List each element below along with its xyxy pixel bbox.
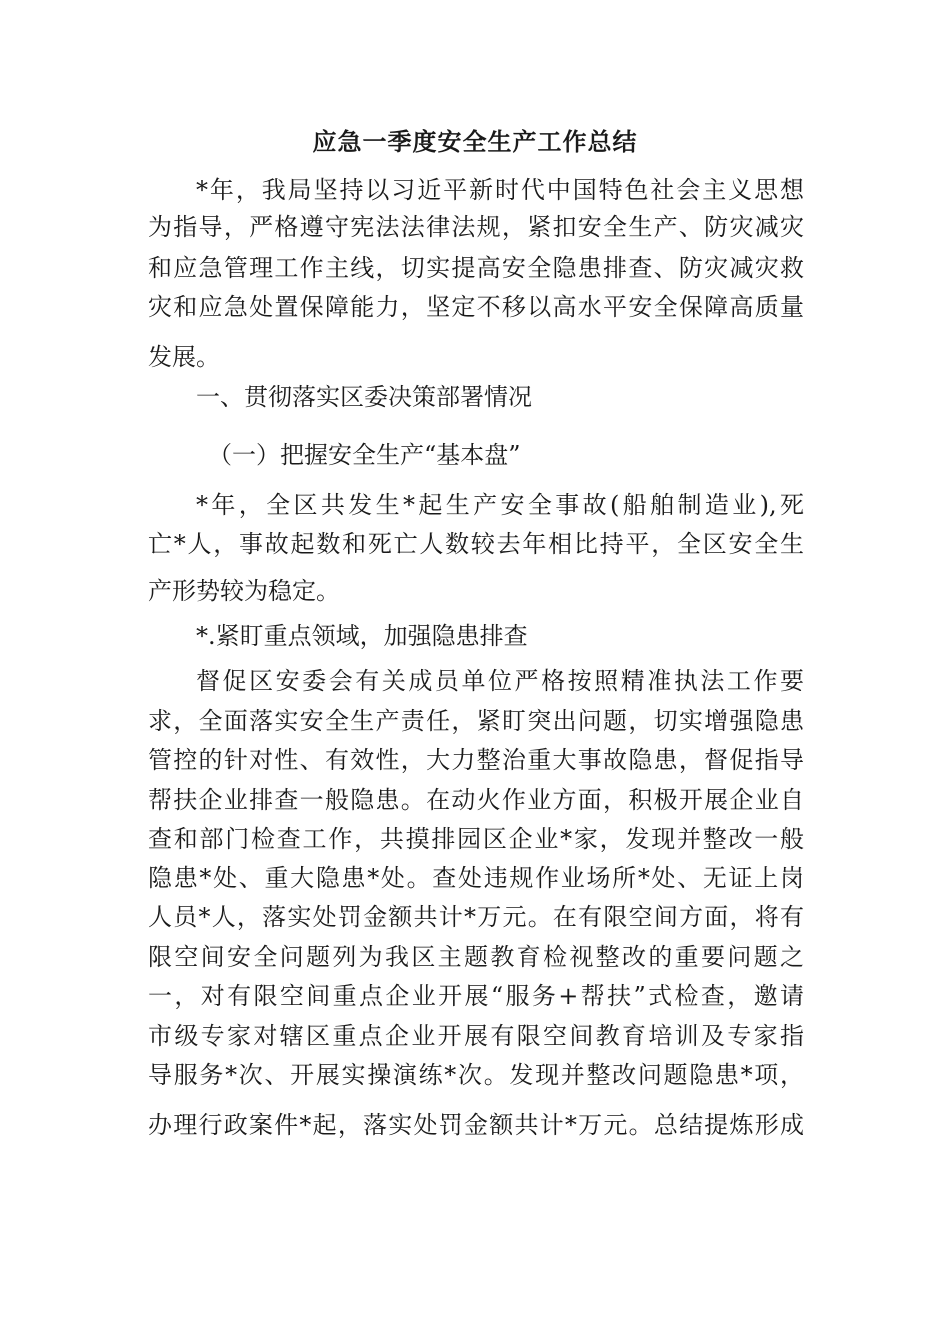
paragraph-line: 帮扶企业排查一般隐患。在动火作业方面，积极开展企业自 [148, 786, 804, 814]
paragraph-line: 导服务*次、开展实操演练*次。发现并整改问题隐患*项， [148, 1061, 804, 1089]
paragraph-line: 隐患*处、重大隐患*处。查处违规作业场所*处、无证上岗 [148, 864, 804, 892]
paragraph-line: 为指导，严格遵守宪法法律法规，紧扣安全生产、防灾减灾 [148, 213, 804, 241]
paragraph-line: 发展。 [148, 343, 220, 371]
paragraph-line: 督促区安委会有关成员单位严格按照精准执法工作要 [196, 667, 804, 695]
subsection-heading: （一）把握安全生产“基本盘” [208, 441, 521, 469]
paragraph-line: 灾和应急处置保障能力，坚定不移以高水平安全保障高质量 [148, 293, 804, 321]
paragraph-line: 限空间安全问题列为我区主题教育检视整改的重要问题之 [148, 943, 804, 971]
paragraph-line: 管控的针对性、有效性，大力整治重大事故隐患，督促指导 [148, 746, 804, 774]
paragraph-line: 查和部门检查工作，共摸排园区企业*家，发现并整改一般 [148, 825, 804, 853]
item-heading: *.紧盯重点领域，加强隐患排查 [196, 622, 528, 650]
paragraph-line: 办理行政案件*起，落实处罚金额共计*万元。总结提炼形成 [148, 1111, 804, 1139]
paragraph-line: 人员*人，落实处罚金额共计*万元。在有限空间方面，将有 [148, 903, 804, 931]
paragraph-line: 和应急管理工作主线，切实提高安全隐患排查、防灾减灾救 [148, 254, 804, 282]
paragraph-line: *年，全区共发生*起生产安全事故(船舶制造业),死 [196, 491, 804, 519]
paragraph-line: 求，全面落实安全生产责任，紧盯突出问题，切实增强隐患 [148, 707, 804, 735]
document-title: 应急一季度安全生产工作总结 [312, 128, 638, 156]
paragraph-line: 亡*人，事故起数和死亡人数较去年相比持平，全区安全生 [148, 530, 804, 558]
section-heading: 一、贯彻落实区委决策部署情况 [196, 383, 532, 411]
paragraph-line: 市级专家对辖区重点企业开展有限空间教育培训及专家指 [148, 1022, 804, 1050]
paragraph-line: 产形势较为稳定。 [148, 577, 340, 605]
paragraph-line: 一，对有限空间重点企业开展“服务+帮扶”式检查，邀请 [148, 982, 804, 1010]
paragraph-line: *年，我局坚持以习近平新时代中国特色社会主义思想 [196, 176, 804, 204]
